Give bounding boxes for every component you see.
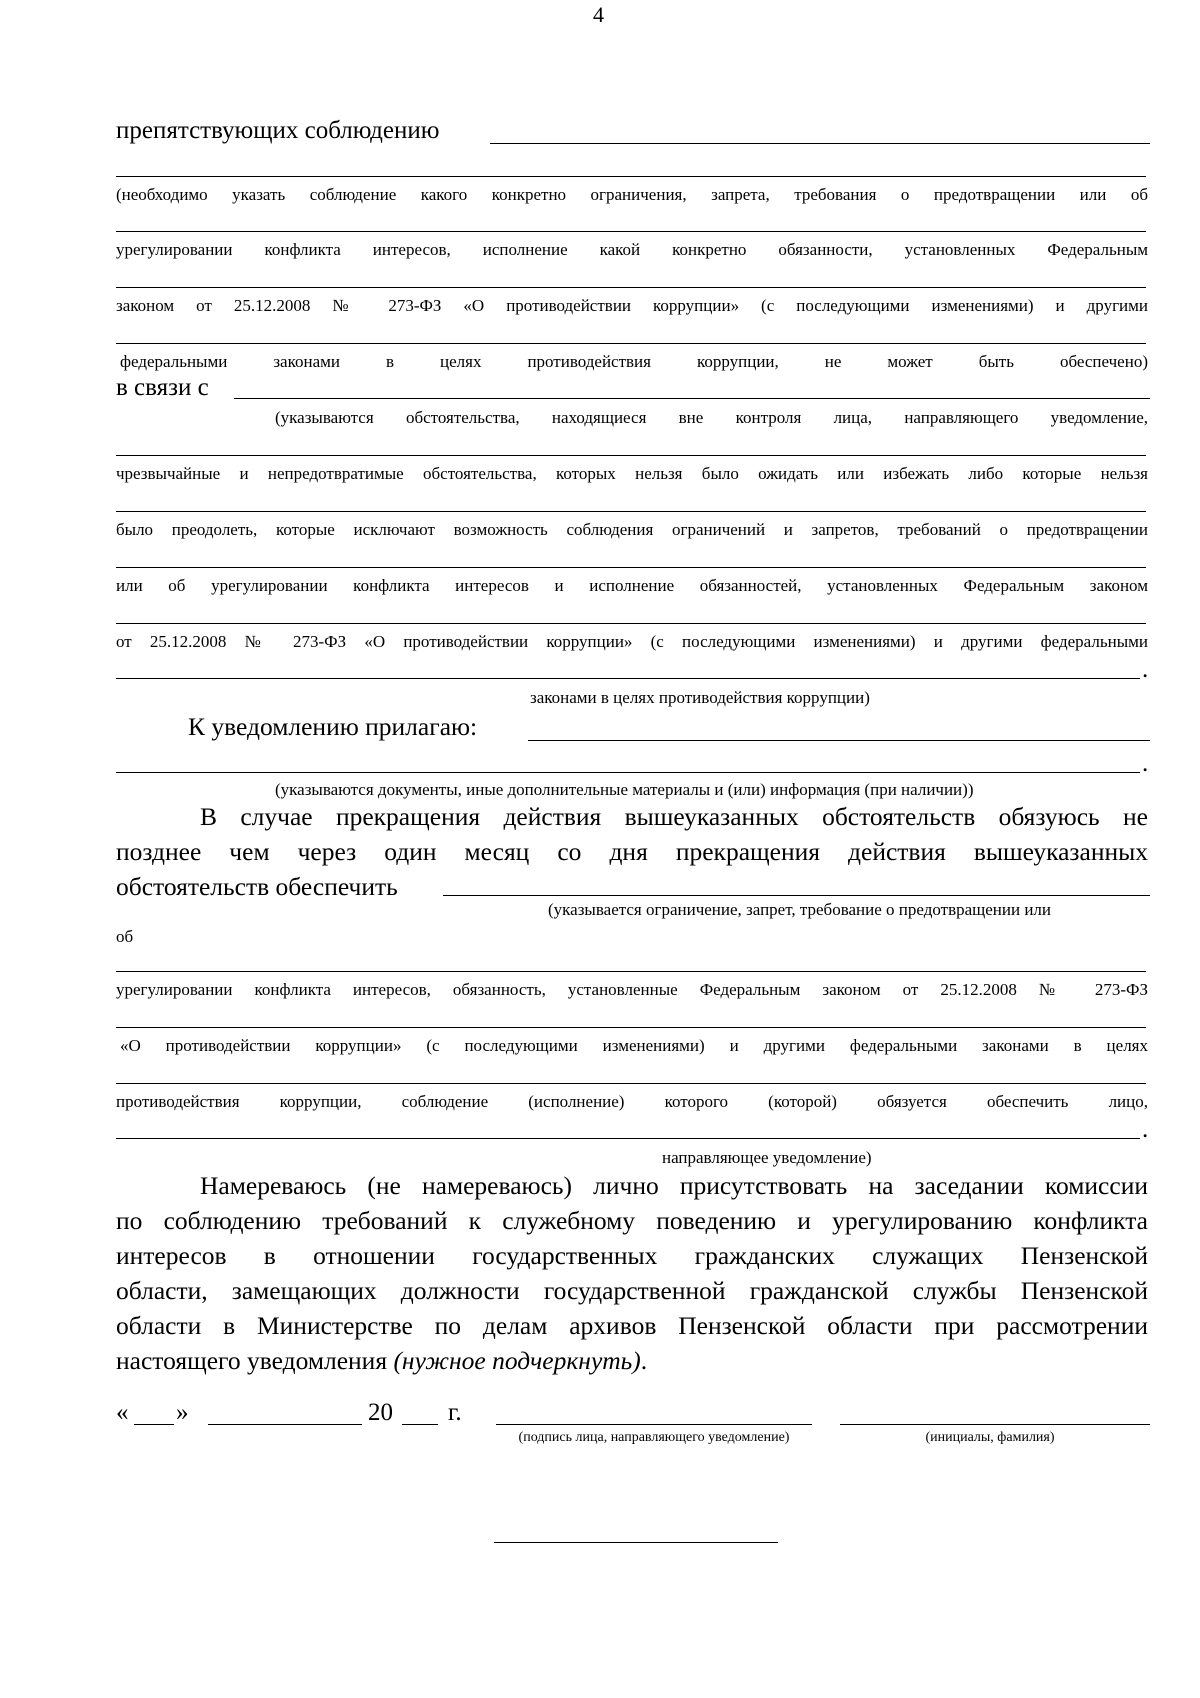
closing-separator-line xyxy=(494,1542,778,1543)
s1-note-line-2: урегулировании конфликта интересов, исполнение какой конкретно обязанности, установленных Федеральным xyxy=(116,240,1148,259)
s4-note-line-1: (указывается ограничение, запрет, требование о предотвращении или xyxy=(548,900,1051,919)
s4-note-line-6: направляющее уведомление) xyxy=(662,1148,872,1167)
s5-line-2: по соблюдению требований к служебному поведению и урегулированию конфликта xyxy=(116,1206,1148,1235)
s3-blank-line[interactable] xyxy=(116,772,1140,773)
s3-fill-line[interactable] xyxy=(528,740,1150,741)
page-number: 4 xyxy=(593,2,604,27)
date-quote-close: » xyxy=(176,1399,189,1426)
signature-field[interactable] xyxy=(496,1424,812,1425)
s3-note: (указываются документы, иные дополнительные материалы и (или) информация (при наличии)) xyxy=(275,780,974,799)
s3-lead-text: К уведомлению прилагаю: xyxy=(188,712,478,741)
s1-note-line-1: (необходимо указать соблюдение какого конкретно ограничения, запрета, требования о предотвращении или об xyxy=(116,185,1148,204)
s4-blank-line-2[interactable] xyxy=(116,1027,1146,1028)
s5-line-6: настоящего уведомления xyxy=(116,1346,388,1375)
s1-note-line-3: законом от 25.12.2008 № 273-ФЗ «О противодействии коррупции» (с последующими изменениями) и другими xyxy=(116,296,1148,315)
s4-blank-line-4[interactable] xyxy=(116,1138,1140,1139)
s2-blank-line-3[interactable] xyxy=(116,567,1146,568)
name-caption: (инициалы, фамилия) xyxy=(925,1430,1055,1445)
s4-blank-line-1[interactable] xyxy=(116,971,1146,972)
s1-blank-line-4[interactable] xyxy=(116,343,1146,344)
s2-note-line-3: было преодолеть, которые исключают возможность соблюдения ограничений и запретов, требований о предотвращении xyxy=(116,520,1148,539)
s1-lead-text: препятствующих соблюдению xyxy=(116,117,440,144)
s1-blank-line-3[interactable] xyxy=(116,287,1146,288)
s1-note-line-4: федеральными законами в целях противодействия коррупции, не может быть обеспечено) xyxy=(120,352,1148,371)
s5-line-6-container xyxy=(116,1343,1148,1378)
s4-line-2: позднее чем через один месяц со дня прекращения действия вышеуказанных xyxy=(116,837,1148,866)
s5-line-4: области, замещающих должности государственной гражданской службы Пензенской xyxy=(116,1276,1148,1305)
s2-note-line-6: законами в целях противодействия коррупции) xyxy=(530,688,870,707)
date-year-suffix: г. xyxy=(448,1399,462,1426)
s1-blank-line-1[interactable] xyxy=(116,176,1146,177)
signature-caption: (подпись лица, направляющего уведомление) xyxy=(518,1430,790,1445)
s2-note-line-5: от 25.12.2008 № 273-ФЗ «О противодействии коррупции» (с последующими изменениями) и другими федеральными xyxy=(116,632,1148,651)
s4-note-line-5: противодействия коррупции, соблюдение (исполнение) которого (которой) обязуется обеспечить лицо, xyxy=(116,1092,1148,1111)
s4-blank-line-3[interactable] xyxy=(116,1083,1146,1084)
s2-lead-text: в связи с xyxy=(116,374,209,401)
s3-end-dot: . xyxy=(1142,750,1149,777)
s5-line-5: области в Министерстве по делам архивов Пензенской области при рассмотрении xyxy=(116,1311,1148,1340)
date-quote-open: « xyxy=(116,1399,129,1426)
s4-line-1: В случае прекращения действия вышеуказанных обстоятельств обязуюсь не xyxy=(200,802,1148,831)
s5-paragraph xyxy=(116,1168,1148,1378)
s2-note-line-1: (указываются обстоятельства, находящиеся вне контроля лица, направляющего уведомление, xyxy=(275,408,1148,427)
s1-fill-line[interactable] xyxy=(490,143,1150,144)
s4-note-line-3: урегулировании конфликта интересов, обязанность, установленные Федеральным законом от 25.12.2008 № 273-ФЗ xyxy=(116,980,1148,999)
s2-fill-line[interactable] xyxy=(234,398,1150,399)
date-day-field[interactable] xyxy=(134,1424,174,1425)
name-field[interactable] xyxy=(840,1424,1150,1425)
s2-blank-line-4[interactable] xyxy=(116,623,1146,624)
s5-line-1: Намереваюсь (не намереваюсь) лично присутствовать на заседании комиссии xyxy=(200,1171,1148,1200)
s5-tail-dot: . xyxy=(640,1346,648,1375)
s4-note-line-2: об xyxy=(116,927,134,946)
s4-line-3: обстоятельств обеспечить xyxy=(116,872,398,901)
s5-line-3: интересов в отношении государственных гражданских служащих Пензенской xyxy=(116,1241,1148,1270)
date-year-field[interactable] xyxy=(402,1424,438,1425)
s1-blank-line-2[interactable] xyxy=(116,231,1146,232)
s2-blank-line-5[interactable] xyxy=(116,678,1140,679)
s4-paragraph xyxy=(116,799,1148,904)
s2-end-dot: . xyxy=(1142,656,1149,683)
s2-blank-line-2[interactable] xyxy=(116,511,1146,512)
s2-blank-line-1[interactable] xyxy=(116,455,1146,456)
date-month-field[interactable] xyxy=(208,1424,362,1425)
s2-note-line-2: чрезвычайные и непредотвратимые обстоятельства, которых нельзя было ожидать или избежать либо которые нельзя xyxy=(116,464,1148,483)
s5-italic-note: (нужное подчеркнуть) xyxy=(393,1346,641,1375)
s4-note-line-4: «О противодействии коррупции» (с последующими изменениями) и другими федеральными законами в целях xyxy=(120,1036,1148,1055)
s4-end-dot: . xyxy=(1142,1116,1149,1143)
s4-fill-line[interactable] xyxy=(443,895,1150,896)
s2-note-line-4: или об урегулировании конфликта интересов и исполнение обязанностей, установленных Федеральным законом xyxy=(116,576,1148,595)
date-year-prefix: 20 xyxy=(368,1399,393,1426)
